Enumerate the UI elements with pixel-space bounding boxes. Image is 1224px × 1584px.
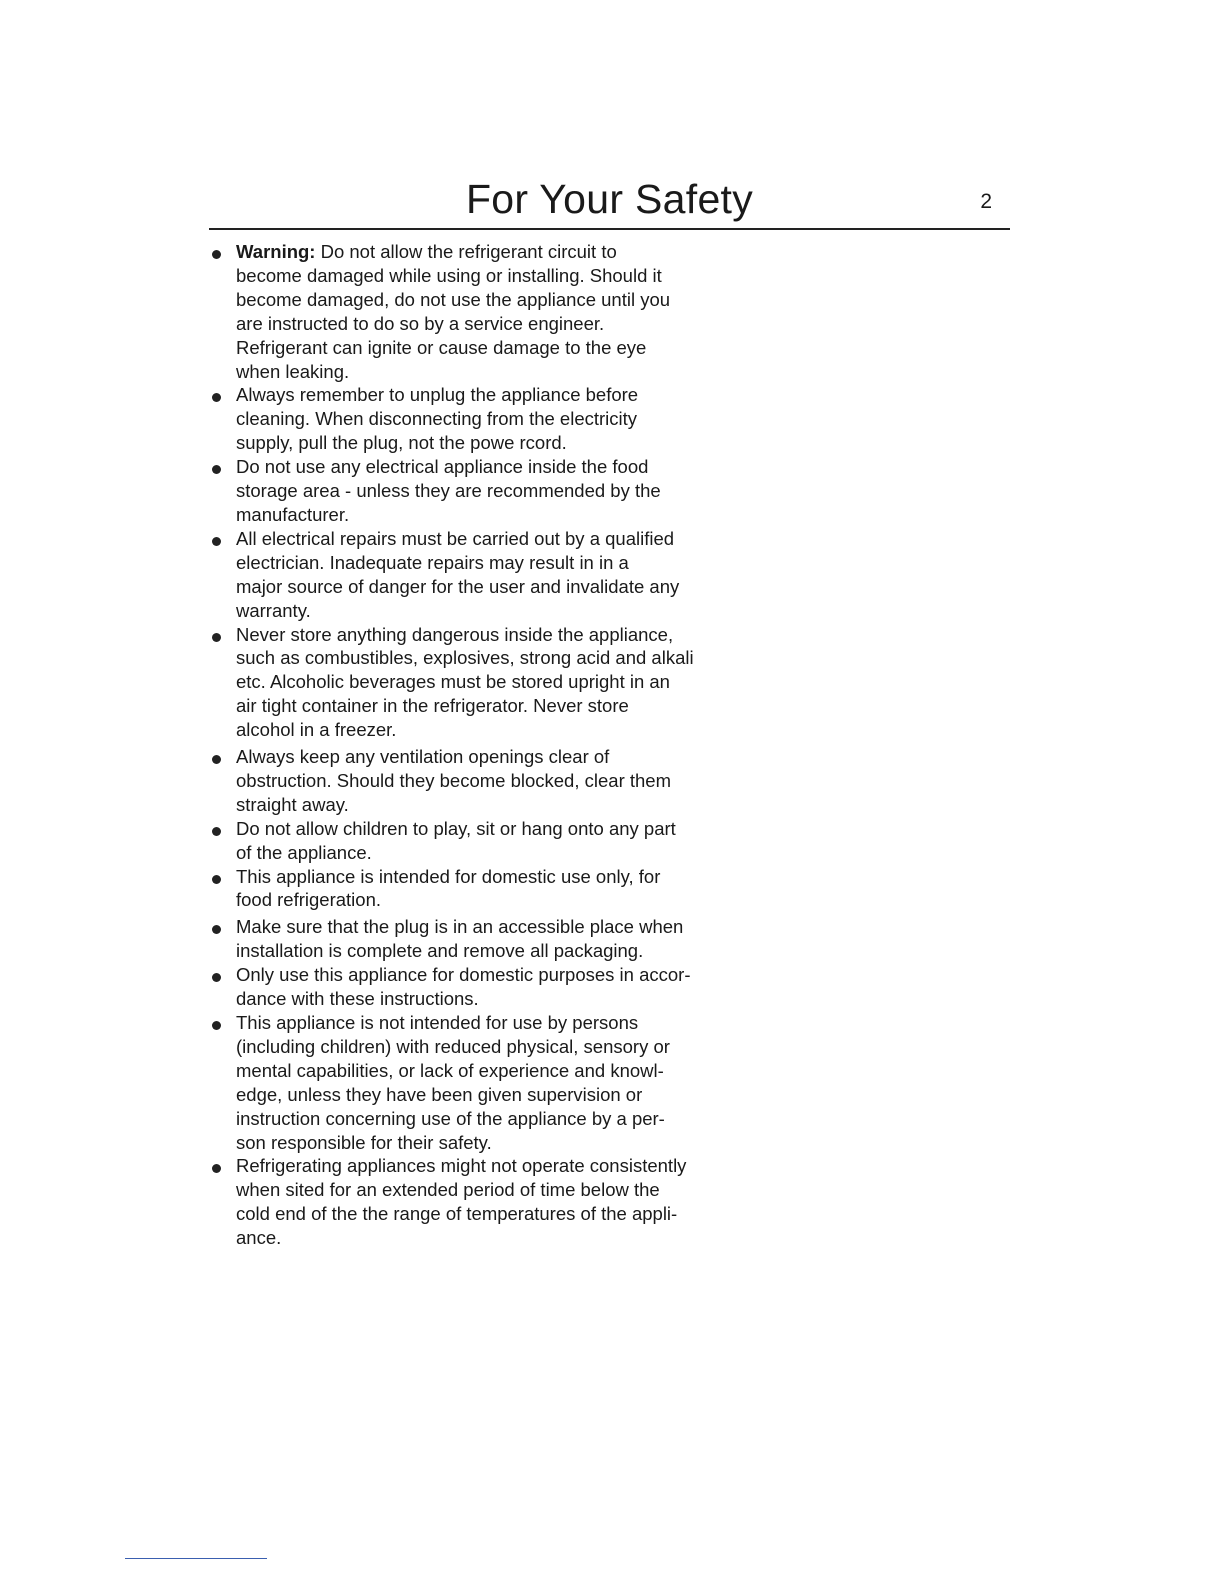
item-line: become damaged, do not use the appliance until you [236, 288, 671, 310]
safety-item-electrical-appliance [209, 455, 749, 527]
safety-item-temperature-range [209, 1154, 749, 1250]
item-line: become damaged while using or installing. Should it [236, 264, 662, 286]
item-line: cold end of the the range of temperatures of the appli- [236, 1203, 678, 1225]
item-line: when sited for an extended period of time below the [236, 1179, 660, 1201]
item-line: Always remember to unplug the appliance before [236, 384, 639, 406]
bullet-icon [212, 1021, 221, 1030]
bullet-icon [212, 827, 221, 836]
item-line: installation is complete and remove all packaging. [236, 940, 644, 962]
safety-list [209, 240, 749, 1250]
item-line: Never store anything dangerous inside the appliance, [236, 623, 674, 645]
item-line-text: Do not allow the refrigerant circuit to [320, 241, 617, 262]
safety-item-reduced-capabilities [209, 1011, 749, 1154]
page-header [209, 172, 1010, 230]
bullet-icon [212, 633, 221, 642]
item-line: major source of danger for the user and invalidate any [236, 575, 680, 597]
item-line: instruction concerning use of the appliance by a per- [236, 1107, 665, 1129]
item-line: (including children) with reduced physical, sensory or [236, 1035, 670, 1057]
item-line [236, 240, 749, 264]
safety-item-domestic-use [209, 865, 749, 913]
item-line: such as combustibles, explosives, strong acid and alkali [236, 647, 694, 669]
item-line: etc. Alcoholic beverages must be stored upright in an [236, 671, 670, 693]
item-line: Refrigerant can ignite or cause damage to the eye [236, 336, 647, 358]
bullet-icon [212, 537, 221, 546]
item-line: manufacturer. [236, 503, 350, 525]
item-line: food refrigeration. [236, 889, 382, 911]
item-line: air tight container in the refrigerator. Never store [236, 695, 629, 717]
safety-item-ventilation [209, 745, 749, 817]
safety-item-plug-access [209, 915, 749, 963]
warning-label: Warning: [236, 241, 316, 262]
item-line: son responsible for their safety. [236, 1131, 492, 1153]
item-line: when leaking. [236, 360, 350, 382]
item-line: mental capabilities, or lack of experience and knowl- [236, 1059, 664, 1081]
bullet-icon [212, 755, 221, 764]
item-line: warranty. [236, 599, 311, 621]
bullet-icon [212, 250, 221, 259]
page-number: 2 [980, 190, 992, 213]
bullet-icon [212, 973, 221, 982]
page-title: For Your Safety [465, 176, 754, 222]
footer-rule [125, 1558, 267, 1559]
item-line: Always keep any ventilation openings clear of [236, 746, 610, 768]
item-line: supply, pull the plug, not the powe rcord. [236, 432, 567, 454]
item-line: All electrical repairs must be carried out by a qualified [236, 527, 675, 549]
safety-item-children [209, 817, 749, 865]
safety-item-repairs [209, 527, 749, 623]
bullet-icon [212, 1164, 221, 1173]
item-line: obstruction. Should they become blocked, clear them [236, 769, 671, 791]
item-line: dance with these instructions. [236, 988, 479, 1010]
item-line: straight away. [236, 793, 349, 815]
item-line: are instructed to do so by a service engineer. [236, 312, 605, 334]
item-line: electrician. Inadequate repairs may result in in a [236, 551, 629, 573]
item-line: cleaning. When disconnecting from the electricity [236, 408, 638, 430]
safety-item-unplug [209, 383, 749, 455]
safety-item-warning [209, 240, 749, 383]
item-line: Make sure that the plug is in an accessible place when [236, 916, 684, 938]
bullet-icon [212, 875, 221, 884]
item-line: This appliance is not intended for use by persons [236, 1012, 639, 1033]
item-line: Do not use any electrical appliance inside the food [236, 456, 649, 478]
item-line: Refrigerating appliances might not operate consistently [236, 1155, 687, 1177]
item-line: This appliance is intended for domestic use only, for [236, 865, 661, 887]
item-line: ance. [236, 1227, 282, 1249]
bullet-icon [212, 925, 221, 934]
safety-item-domestic-purposes [209, 963, 749, 1011]
bullet-icon [212, 393, 221, 402]
safety-item-dangerous-storage [209, 623, 749, 743]
item-line: storage area - unless they are recommended by the [236, 480, 661, 502]
item-line: Do not allow children to play, sit or hang onto any part [236, 817, 676, 839]
item-line: edge, unless they have been given supervision or [236, 1083, 643, 1105]
item-line: alcohol in a freezer. [236, 719, 397, 741]
item-line: Only use this appliance for domestic purposes in accor- [236, 964, 691, 986]
item-line: of the appliance. [236, 841, 372, 863]
bullet-icon [212, 465, 221, 474]
